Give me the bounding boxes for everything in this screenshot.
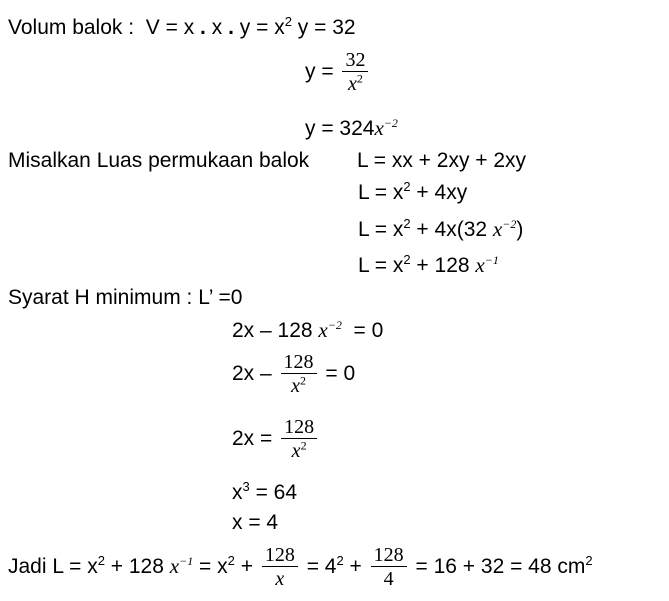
area-l4a: L = x <box>358 254 404 277</box>
fraction <box>262 545 298 590</box>
area-label: Misalkan Luas permukaan balok <box>8 149 310 172</box>
area-line-1: L = xx + 2xy + 2xy <box>357 149 527 172</box>
exponent: −2 <box>327 318 342 332</box>
step-1 <box>232 320 383 341</box>
volume-line <box>8 14 356 39</box>
conclusion-g: = 16 + 32 = 48 cm <box>415 555 586 579</box>
fraction <box>281 417 317 462</box>
conclusion-c: = x <box>199 555 228 579</box>
conclusion-a: Jadi L = x <box>8 555 98 579</box>
exponent: 2 <box>403 179 411 194</box>
variable-x: x <box>475 253 485 277</box>
den-exponent: 2 <box>356 71 363 86</box>
step-5: x = 4 <box>232 511 279 534</box>
conclusion-b: + 128 <box>110 555 164 579</box>
fraction-denominator <box>262 566 298 590</box>
condition-label: Syarat H minimum : L’ =0 <box>8 286 243 309</box>
conclusion-line <box>8 545 593 590</box>
volume-eq: V = x <box>145 16 195 39</box>
area-l2a: L = x <box>358 181 404 204</box>
volume-end: y = 32 <box>297 16 356 39</box>
exponent: −1 <box>179 554 194 569</box>
exponent: 2 <box>227 553 235 569</box>
area-line-4 <box>358 252 499 277</box>
volume-x: x <box>211 16 223 39</box>
step-2-b: = 0 <box>325 362 356 386</box>
exponent: 2 <box>97 553 105 569</box>
area-l3a: L = x <box>358 218 404 241</box>
dot-operator: . <box>228 16 234 39</box>
fraction <box>371 545 407 590</box>
fraction-denominator <box>281 373 317 397</box>
fraction-numerator: 128 <box>283 351 314 373</box>
den-exponent: 2 <box>300 438 307 453</box>
step-1-a: 2x – 128 <box>232 319 313 342</box>
step-1-b: = 0 <box>353 319 384 342</box>
conclusion-d: + <box>240 555 253 579</box>
den-exponent: 2 <box>299 373 306 388</box>
variable-x: x <box>169 554 180 579</box>
area-l2b: + 4xy <box>416 181 468 204</box>
conclusion-f: + <box>349 555 362 579</box>
variable-x: x <box>374 116 384 140</box>
exponent: 2 <box>403 216 411 231</box>
exponent: 2 <box>403 252 411 267</box>
exponent: −2 <box>383 116 398 130</box>
y-power-lhs: y = 324 <box>305 117 375 140</box>
step-4-b: = 64 <box>255 481 298 504</box>
exponent: −2 <box>502 217 517 231</box>
fraction-denominator <box>281 438 317 462</box>
exponent: −1 <box>484 253 499 267</box>
fraction-denominator: 4 <box>371 566 407 590</box>
step-3 <box>232 417 320 462</box>
area-l3b: + 4x(32 <box>416 218 488 241</box>
variable-x: x <box>318 318 328 342</box>
fraction-numerator: 128 <box>284 416 315 438</box>
exponent: 2 <box>336 553 344 569</box>
den-variable: x <box>348 73 357 95</box>
exponent: 3 <box>242 479 250 494</box>
den-variable: x <box>291 375 300 397</box>
fraction-numerator: 128 <box>373 544 404 566</box>
area-line-2 <box>358 179 468 204</box>
step-2 <box>232 352 355 397</box>
variable-x: x <box>492 217 503 241</box>
volume-mid: y = x <box>239 16 285 39</box>
step-2-a: 2x – <box>232 362 272 386</box>
y-fraction-line <box>305 50 371 95</box>
fraction-denominator <box>342 71 368 95</box>
conclusion-e: = 4 <box>306 555 337 579</box>
y-lhs: y = <box>305 60 334 84</box>
volume-label: Volum balok : <box>8 16 135 39</box>
step-4-a: x <box>232 481 243 504</box>
fraction-numerator: 32 <box>345 49 366 71</box>
exponent: 2 <box>585 553 593 569</box>
fraction <box>281 352 317 397</box>
area-l3c: ) <box>516 218 524 241</box>
step-3-a: 2x = <box>232 427 273 451</box>
fraction-numerator: 128 <box>264 544 295 566</box>
den-variable: x <box>291 440 301 462</box>
den-variable: x <box>275 568 285 590</box>
dot-operator: . <box>200 16 206 39</box>
exponent: 2 <box>284 14 292 29</box>
area-l4b: + 128 <box>416 254 470 277</box>
y-power-line <box>305 118 398 139</box>
area-line-3 <box>358 216 524 241</box>
step-4 <box>232 479 298 504</box>
fraction <box>342 50 368 95</box>
